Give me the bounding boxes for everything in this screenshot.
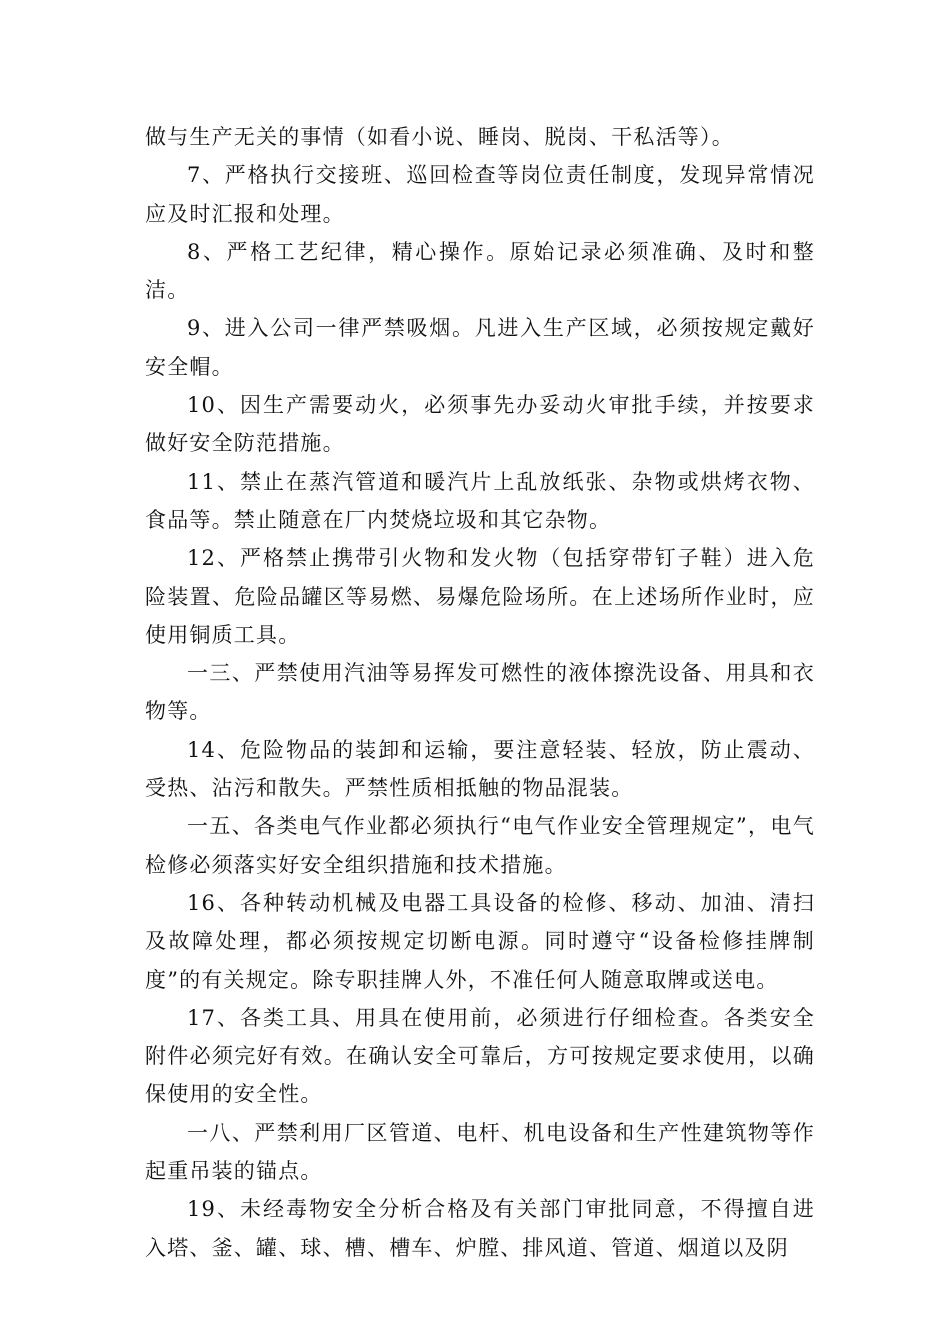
paragraph: 16、各种转动机械及电器工具设备的检修、移动、加油、清扫及故障处理，都必须按规定切断电源。同时遵守“设备检修挂牌制度”的有关规定。除专职挂牌人外，不准任何人随意取牌或送电。 [145, 890, 815, 992]
paragraph: 14、危险物品的装卸和运输，要注意轻装、轻放，防止震动、受热、沾污和散失。严禁性质相抵触的物品混装。 [145, 737, 815, 801]
paragraph: 17、各类工具、用具在使用前，必须进行仔细检查。各类安全附件必须完好有效。在确认安全可靠后，方可按规定要求使用，以确保使用的安全性。 [145, 1005, 815, 1107]
paragraph: 一五、各类电气作业都必须执行“电气作业安全管理规定”，电气检修必须落实好安全组织措施和技术措施。 [145, 814, 815, 877]
paragraph: 7、严格执行交接班、巡回检查等岗位责任制度，发现异常情况应及时汇报和处理。 [145, 163, 815, 226]
paragraph: 一三、严禁使用汽油等易挥发可燃性的液体擦洗设备、用具和衣物等。 [145, 661, 815, 724]
paragraph: 一八、严禁利用厂区管道、电杆、机电设备和生产性建筑物等作起重吊装的锚点。 [145, 1120, 815, 1184]
paragraph: 12、严格禁止携带引火物和发火物（包括穿带钉子鞋）进入危险装置、危险品罐区等易燃、易爆危险场所。在上述场所作业时，应使用铜质工具。 [145, 546, 815, 647]
paragraph: 8、严格工艺纪律，精心操作。原始记录必须准确、及时和整洁。 [145, 239, 815, 303]
paragraph: 做与生产无关的事情（如看小说、睡岗、脱岗、干私活等）。 [145, 125, 734, 149]
document-body [145, 118, 815, 1267]
paragraph: 11、禁止在蒸汽管道和暖汽片上乱放纸张、杂物或烘烤衣物、食品等。禁止随意在厂内焚烧垃圾和其它杂物。 [145, 469, 815, 532]
paragraph: 10、因生产需要动火，必须事先办妥动火审批手续，并按要求做好安全防范措施。 [145, 393, 815, 456]
paragraph: 9、进入公司一律严禁吸烟。凡进入生产区域，必须按规定戴好安全帽。 [145, 316, 815, 379]
paragraph: 19、未经毒物安全分析合格及有关部门审批同意，不得擅自进入塔、釜、罐、球、槽、槽车、炉膛、排风道、管道、烟道以及阴 [145, 1197, 815, 1260]
